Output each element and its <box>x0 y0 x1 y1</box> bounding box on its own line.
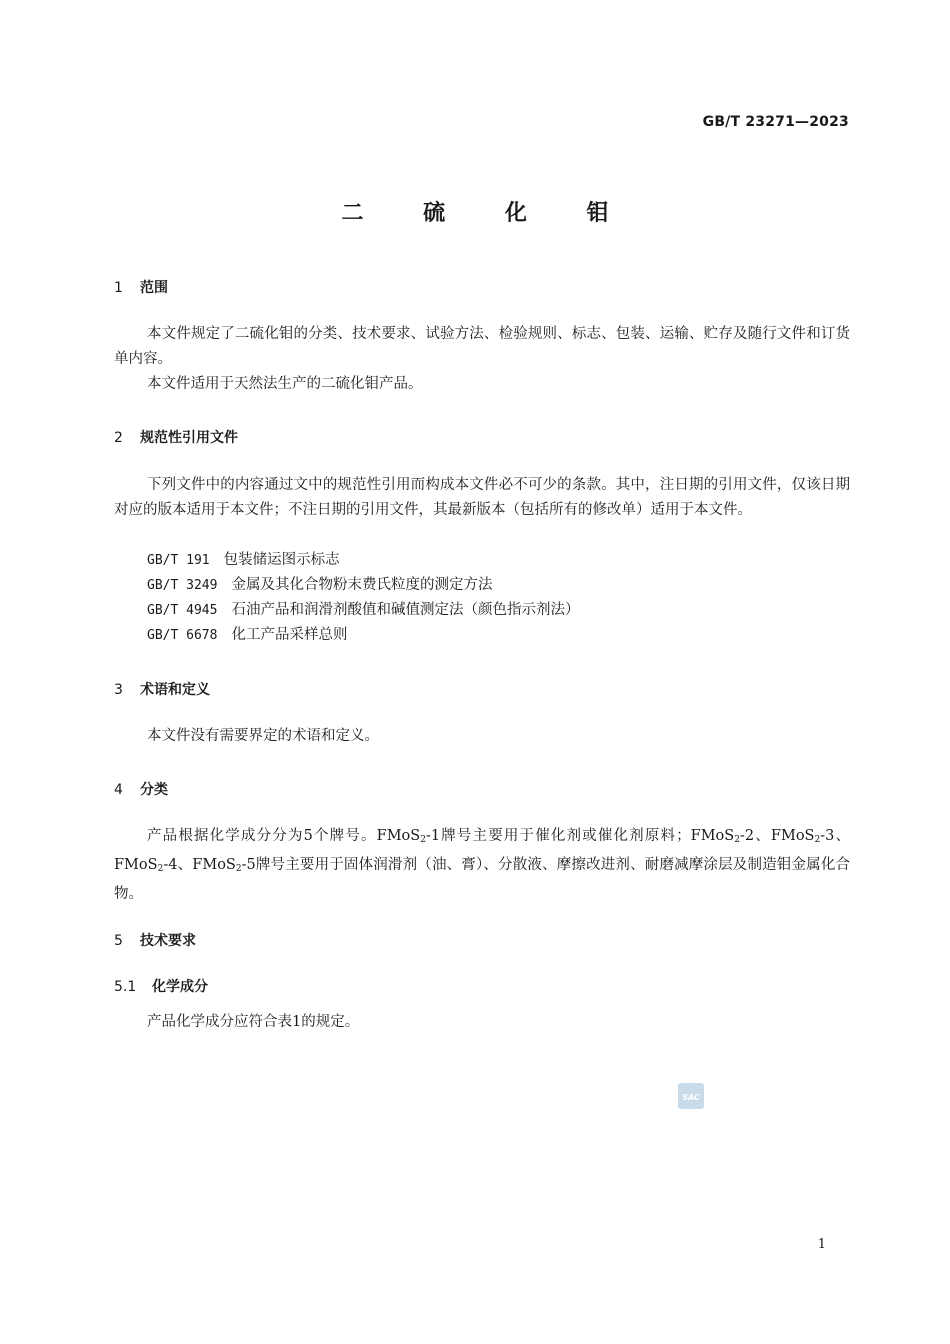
logo-text: SAC <box>682 1093 700 1102</box>
section-1-paragraph-1: 本文件规定了二硫化钼的分类、技术要求、试验方法、检验规则、标志、包装、运输、贮存及随行文件和订货单内容。 <box>114 326 850 367</box>
section-1-heading <box>114 277 168 297</box>
subscript: 2 <box>420 835 426 845</box>
section-3-paragraph-1: 本文件没有需要界定的术语和定义。 <box>147 728 379 744</box>
section-title: 范围 <box>140 280 168 296</box>
section-title: 化学成分 <box>152 979 208 995</box>
section-title: 术语和定义 <box>140 682 210 698</box>
section-number: 2 <box>114 430 123 446</box>
reference-title: 石油产品和润滑剂酸值和碱值测定法（颜色指示剂法） <box>231 602 580 618</box>
sac-logo-icon <box>678 1083 704 1109</box>
text-run: -4、FMoS <box>163 857 236 873</box>
reference-code: GB/T 3249 <box>147 578 218 593</box>
document-title: 二 硫 化 钼 <box>341 201 635 226</box>
section-4-paragraph-1 <box>114 824 850 907</box>
standard-number: GB/T 23271—2023 <box>702 114 849 130</box>
subscript: 2 <box>235 864 242 874</box>
reference-title: 化工产品采样总则 <box>231 627 348 643</box>
section-1-paragraph-2: 本文件适用于天然法生产的二硫化钼产品。 <box>147 376 423 392</box>
reference-title: 包装储运图示标志 <box>223 552 340 568</box>
subscript: 2 <box>734 835 740 845</box>
section-4-heading <box>114 779 168 799</box>
text-run: -2、FMoS <box>739 828 815 844</box>
normative-reference <box>147 573 492 598</box>
text-run: 产品根据化学成分分为5个牌号。FMoS <box>147 828 421 844</box>
reference-code: GB/T 191 <box>147 553 210 568</box>
normative-reference <box>147 623 347 648</box>
normative-reference <box>147 598 579 623</box>
section-5-heading <box>114 930 196 950</box>
section-5-1-heading <box>114 976 208 996</box>
section-3-heading <box>114 679 210 699</box>
subscript: 2 <box>814 835 821 845</box>
section-title: 规范性引用文件 <box>140 430 238 446</box>
subscript: 2 <box>157 864 164 874</box>
section-2-paragraph-1: 下列文件中的内容通过文中的规范性引用而构成本文件必不可少的条款。其中，注日期的引用文件，仅该日期对应的版本适用于本文件；不注日期的引用文件，其最新版本（包括所有的修改单）适用于本文件。 <box>114 477 850 518</box>
section-title: 分类 <box>140 782 168 798</box>
page-number: 1 <box>817 1237 826 1252</box>
section-number: 4 <box>114 782 123 798</box>
section-number: 5.1 <box>114 979 137 995</box>
section-2-heading <box>114 427 238 447</box>
section-5-1-paragraph-1: 产品化学成分应符合表1的规定。 <box>147 1014 360 1030</box>
section-number: 3 <box>114 682 123 698</box>
text-run: -1牌号主要用于催化剂或催化剂原料；FMoS <box>425 828 735 844</box>
reference-code: GB/T 4945 <box>147 603 218 618</box>
section-title: 技术要求 <box>140 933 196 949</box>
reference-title: 金属及其化合物粉末费氏粒度的测定方法 <box>231 577 493 593</box>
text-run: -5牌号主要用于固体润滑剂（油、膏）、分散液、摩擦改进剂、耐磨减摩涂层及制造钼金属化合物。 <box>114 857 850 902</box>
reference-code: GB/T 6678 <box>147 628 218 643</box>
normative-reference <box>147 548 340 573</box>
section-number: 1 <box>114 280 123 296</box>
text-run: -3、FMoS <box>114 828 851 873</box>
section-number: 5 <box>114 933 123 949</box>
